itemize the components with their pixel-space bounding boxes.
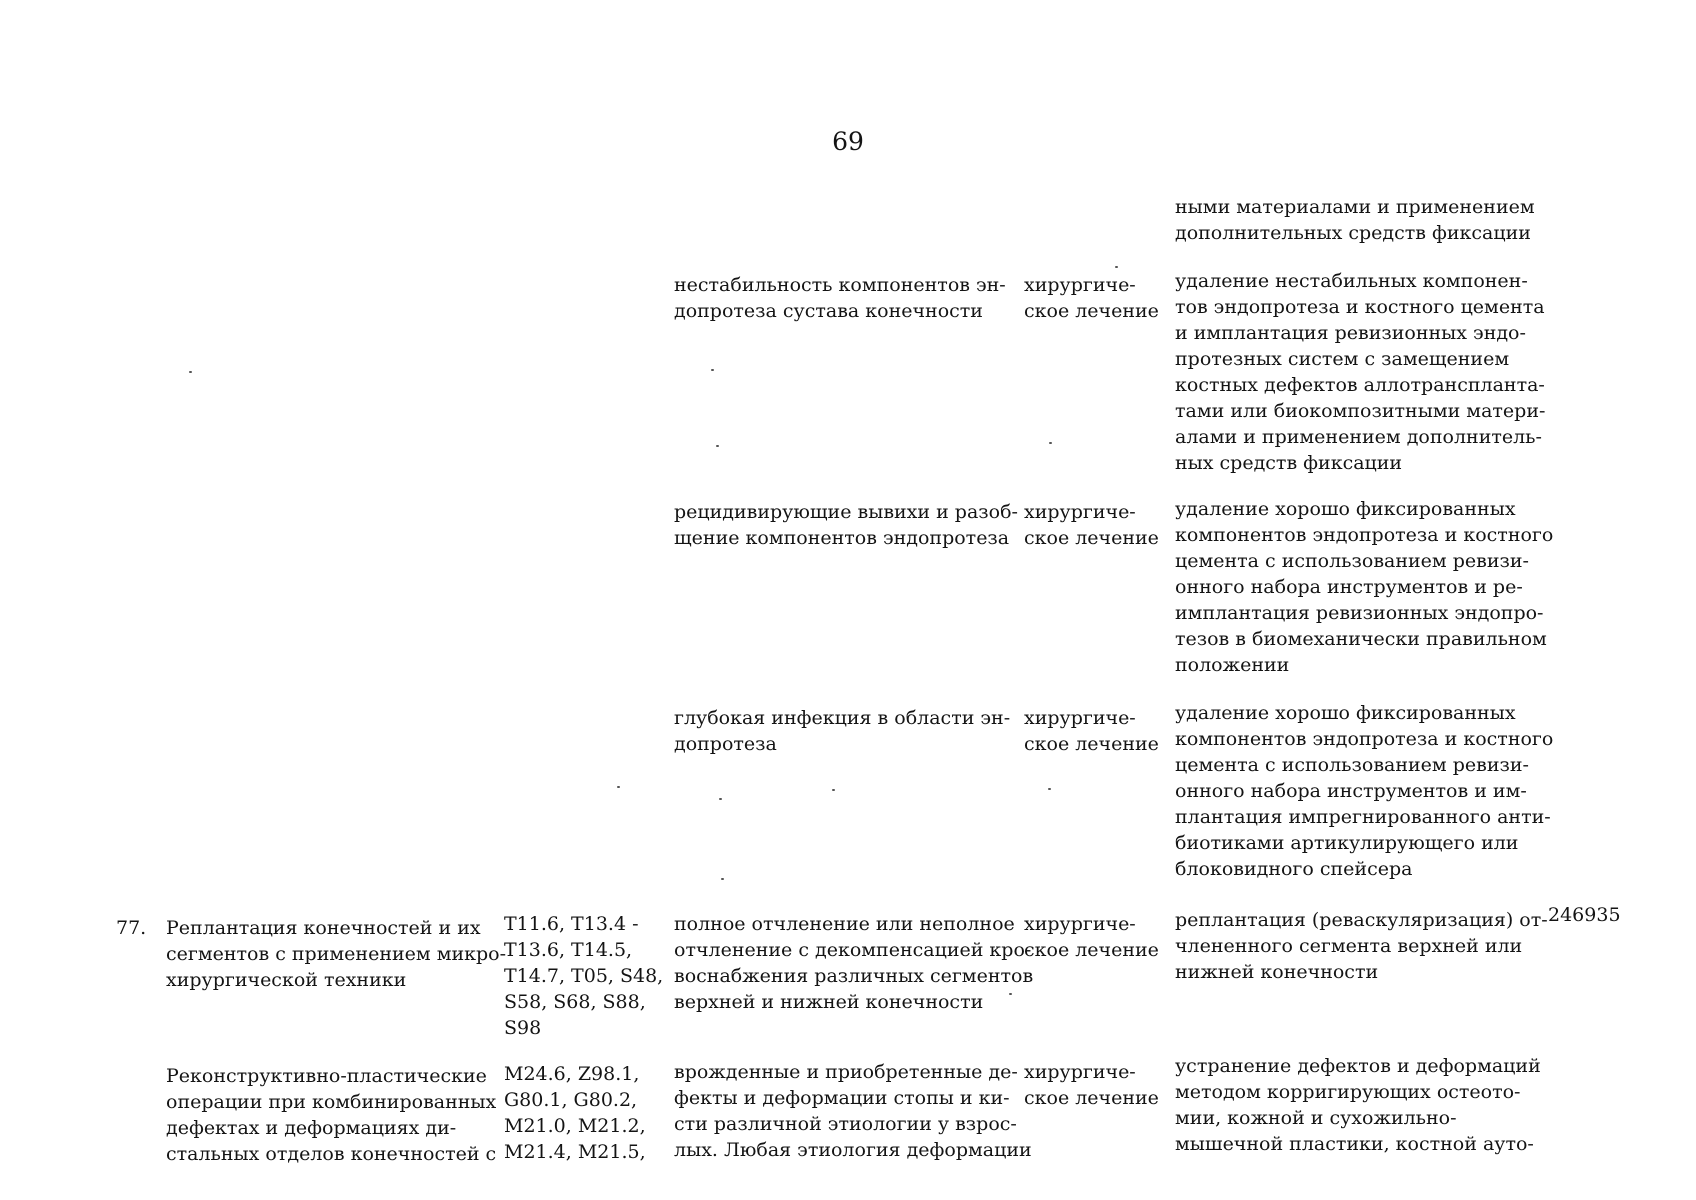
- care-type-name: Реконструктивно-пластические операции при комбинированных дефектах и деформациях ди- стальных отделов конечностей с: [166, 1065, 497, 1165]
- model-cell: рецидивирующие вывихи и разоб- щение компонентов эндопротеза: [674, 501, 1018, 549]
- model-cell: нестабильность компонентов эн- допротеза сустава конечности: [674, 274, 1006, 322]
- method-cell: удаление нестабильных компонен- тов эндопротеза и костного цемента и имплантация ревизионных эндо- протезных систем с замещением костных дефектов аллотранспланта- тами или биокомпозитными матери- алами и применением дополнитель- ных средств фиксации: [1175, 270, 1546, 474]
- treatment-type-cell: хирургиче- ское лечение: [1024, 707, 1159, 755]
- method-cell: удаление хорошо фиксированных компонентов эндопротеза и костного цемента с использованием ревизи- онного набора инструментов и ре- имплантация ревизионных эндопро- тезов в биомеханически правильном положении: [1175, 498, 1554, 676]
- method-cell: устранение дефектов и деформаций методом корригирующих остеото- мии, кожной и сухожильно- мышечной пластики, костной ауто-: [1175, 1055, 1541, 1155]
- scan-speck: [832, 789, 835, 791]
- icd-codes-cell: M24.6, Z98.1, G80.1, G80.2, M21.0, M21.2, M21.4, M21.5,: [504, 1063, 646, 1163]
- scan-speck: [716, 445, 719, 447]
- page-number: 69: [832, 127, 864, 156]
- scan-speck: [711, 369, 714, 371]
- icd-codes-cell: T11.6, T13.4 - T13.6, T14.5, T14.7, T05, S48, S58, S68, S88, S98: [504, 913, 664, 1039]
- row-number: 77.: [116, 917, 147, 939]
- treatment-type-cell: хирургиче- ское лечение: [1024, 501, 1159, 549]
- scan-speck: [721, 878, 724, 880]
- treatment-type-cell: хирургиче- ское лечение: [1024, 274, 1159, 322]
- model-cell: полное отчленение или неполное отчленение с декомпенсацией кро- воснабжения различных сегментов верхней и нижней конечности: [674, 913, 1034, 1013]
- scan-speck: [1115, 266, 1118, 268]
- care-type-name: Реплантация конечностей и их сегментов с применением микро- хирургической техники: [166, 917, 507, 991]
- scan-speck: [1009, 993, 1012, 995]
- model-cell: глубокая инфекция в области эн- допротеза: [674, 707, 1011, 755]
- treatment-type-cell: хирургиче- ское лечение: [1024, 913, 1159, 961]
- method-cell: ными материалами и применением дополнительных средств фиксации: [1175, 196, 1535, 244]
- scan-speck: [1048, 788, 1051, 790]
- scan-speck: [189, 371, 192, 373]
- method-cell: удаление хорошо фиксированных компонентов эндопротеза и костного цемента с использованием ревизи- онного набора инструментов и им- плантация импрегнированного анти- биотиками артикулирующего или блоковидного спейсера: [1175, 702, 1554, 880]
- scan-speck: [617, 786, 620, 788]
- method-cell: реплантация (реваскуляризация) от- члененного сегмента верхней или нижней конечности: [1175, 909, 1548, 983]
- treatment-type-cell: хирургиче- ское лечение: [1024, 1061, 1159, 1109]
- scan-speck: [719, 798, 722, 800]
- cost-norm-cell: 246935: [1548, 904, 1621, 926]
- scan-speck: [1049, 442, 1052, 444]
- model-cell: врожденные и приобретенные де- фекты и деформации стопы и ки- сти различной этиологии у взрос- лых. Любая этиология деформации: [674, 1061, 1032, 1161]
